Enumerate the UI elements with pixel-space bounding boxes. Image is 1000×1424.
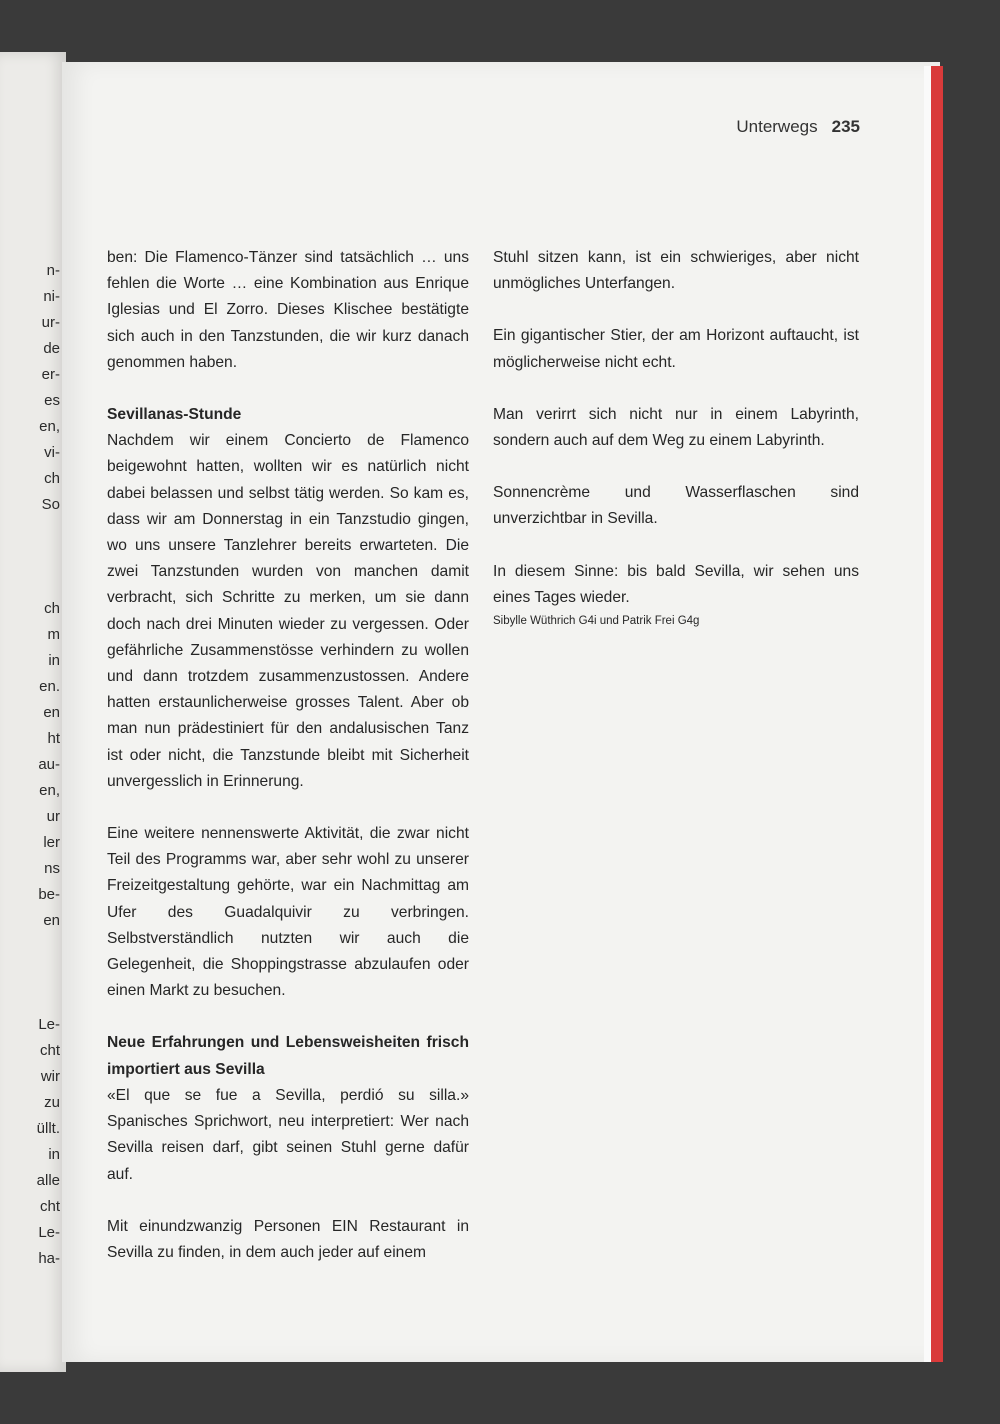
author-signature: Sibylle Wüthrich G4i und Patrik Frei G4g [493, 615, 700, 628]
left-page-fragment: in [48, 652, 60, 669]
left-page-fragment: en, [39, 782, 60, 799]
section-heading-erfahrungen: Neue Erfahrungen und Lebensweisheiten frisch importiert aus Sevilla [107, 1034, 469, 1078]
left-page-fragment: en [43, 912, 60, 929]
left-page-fragment: ch [44, 600, 60, 617]
left-page-fragment: en, [39, 418, 60, 435]
left-page-fragment: n- [46, 262, 60, 279]
left-page-fragment: ler [43, 834, 60, 851]
left-page-fragment: alle [36, 1172, 60, 1189]
paragraph: Mit einundzwanzig Personen EIN Restaurant in Sevilla zu finden, in dem auch jeder auf einem [107, 1217, 469, 1261]
paragraph: Man verirrt sich nicht nur in einem Labyrinth, sondern auch auf dem Weg zu einem Labyrinth. [493, 405, 859, 450]
left-page-fragment: ur [46, 808, 60, 825]
left-page-fragment: wir [40, 1068, 60, 1085]
left-page-fragment: ns [44, 860, 60, 877]
paragraph: Eine weitere nennenswerte Aktivität, die zwar nicht Teil des Programms war, aber sehr wohl zu unserer Freizeitgestaltung gehörte, war ein Nachmittag am Ufer des Guadalquivir zu verbringen. Selbstverständlich nutzten wir auch die Gelegenheit, die Shoppingstrasse abzulaufen oder einen Markt zu besuchen. [107, 825, 469, 1000]
left-page-fragment: es [44, 392, 60, 409]
left-page-fragment: au- [38, 756, 60, 773]
left-page-fragment: er- [41, 366, 60, 383]
left-page-fragment: ch [44, 470, 60, 487]
left-page-fragment: de [43, 340, 60, 357]
left-page-fragment: vi- [44, 444, 60, 461]
left-page-fragment: in [48, 1146, 60, 1163]
left-text-column [107, 245, 469, 1266]
paragraph: Ein gigantischer Stier, der am Horizont auftaucht, ist möglicherweise nicht echt. [493, 327, 859, 371]
left-page-fragment: ht [47, 730, 60, 747]
left-page-fragment: üllt. [36, 1120, 60, 1137]
left-page-fragment: ur- [41, 314, 60, 331]
left-page-fragment: ni- [43, 288, 60, 305]
left-page-fragment: en [43, 704, 60, 721]
page-number: 235 [831, 117, 860, 136]
paragraph: Nachdem wir einem Concierto de Flamenco beigewohnt hatten, wollten wir es natürlich nicht dabei belassen und selbst tätig werden. So kam es, dass wir am Donnerstag in ein Tanzstudio gingen, wo uns unsere Tanzlehrer bereits erwarteten. Die zwei Tanzstunden wurden von manchen damit verbracht, sich Schritte zu merken, um sie dann doch nach drei Minuten wieder zu vergessen. Oder gefährliche Zusammenstösse verhindern zu wollen und dann trotzdem zusammenzustossen. Andere hatten erstaunlicherweise grosses Talent. Aber ob man nun prädestiniert für den andalusischen Tanz ist oder nicht, die Tanzstunde bleibt mit Sicherheit unvergesslich in Erinnerung. [107, 432, 469, 790]
paragraph: In diesem Sinne: bis bald Sevilla, wir sehen uns eines Tages wieder. [493, 562, 859, 606]
left-page-fragment: zu [44, 1094, 60, 1111]
red-book-edge [931, 66, 943, 1362]
left-page-fragment: cht [39, 1042, 60, 1059]
left-page-fragment: So [41, 496, 60, 513]
running-header [736, 117, 860, 137]
left-page-fragment: be- [38, 886, 60, 903]
left-page-fragment: en. [39, 678, 60, 695]
left-page-fragment: m [47, 626, 60, 643]
section-heading-sevillanas: Sevillanas-Stunde [107, 406, 242, 424]
paragraph: «El que se fue a Sevilla, perdió su silla.» Spanisches Sprichwort, neu interpretiert: Wer nach Sevilla reisen darf, gibt seinen Stuhl gerne dafür auf. [107, 1086, 469, 1183]
right-text-column [493, 245, 859, 631]
left-page-fragment: Le- [38, 1016, 60, 1033]
left-page-fragment: cht [39, 1198, 60, 1215]
paragraph: Sonnencrème und Wasserflaschen sind unverzichtbar in Sevilla. [493, 484, 859, 528]
left-page-fragment: Le- [38, 1224, 60, 1241]
section-title: Unterwegs [736, 117, 818, 136]
paragraph: Stuhl sitzen kann, ist ein schwieriges, aber nicht unmögliches Unterfangen. [493, 249, 859, 293]
left-page-edge [0, 52, 66, 1372]
left-page-fragment: ha- [38, 1250, 60, 1267]
paragraph: ben: Die Flamenco-Tänzer sind tatsächlich … uns fehlen die Worte … eine Kombination aus Enrique Iglesias und El Zorro. Dieses Klischee bestätigte sich auch in den Tanzstunden, die wir kurz danach genommen haben. [107, 249, 469, 371]
